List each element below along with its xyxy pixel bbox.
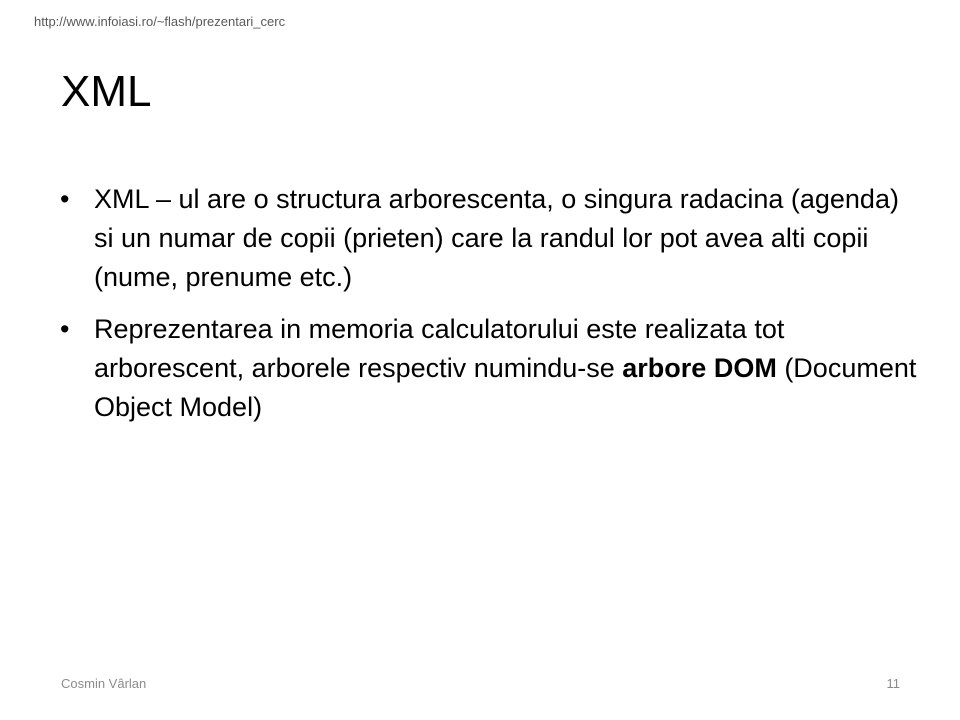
- bullet-item-1: [60, 180, 920, 297]
- bullet-item-2: [60, 310, 920, 427]
- bullet-list: [60, 180, 920, 440]
- footer-author: Cosmin Vârlan: [61, 676, 147, 691]
- slide-title: XML: [61, 67, 152, 116]
- bullet-dot-icon: •: [60, 314, 70, 344]
- bullet-2-text-before: Reprezentarea in memoria calculatorului este realizata tot arborescent, arborele respectiv numindu-se: [94, 314, 785, 383]
- bullet-1-text: XML – ul are o structura arborescenta, o singura radacina (agenda) si un numar de copii (prieten) care la randul lor pot avea alti copii (nume, prenume etc.): [94, 184, 899, 292]
- bullet-2-bold-term: arbore DOM: [622, 353, 777, 383]
- bullet-text-1: [94, 180, 920, 297]
- slide-number: 11: [886, 676, 900, 691]
- bullet-dot-icon: •: [60, 184, 70, 214]
- bullet-2-text-after: (Document Object Model): [94, 353, 917, 422]
- header-url: http://www.infoiasi.ro/~flash/prezentari_cerc: [34, 14, 286, 29]
- bullet-text-2: [94, 310, 920, 427]
